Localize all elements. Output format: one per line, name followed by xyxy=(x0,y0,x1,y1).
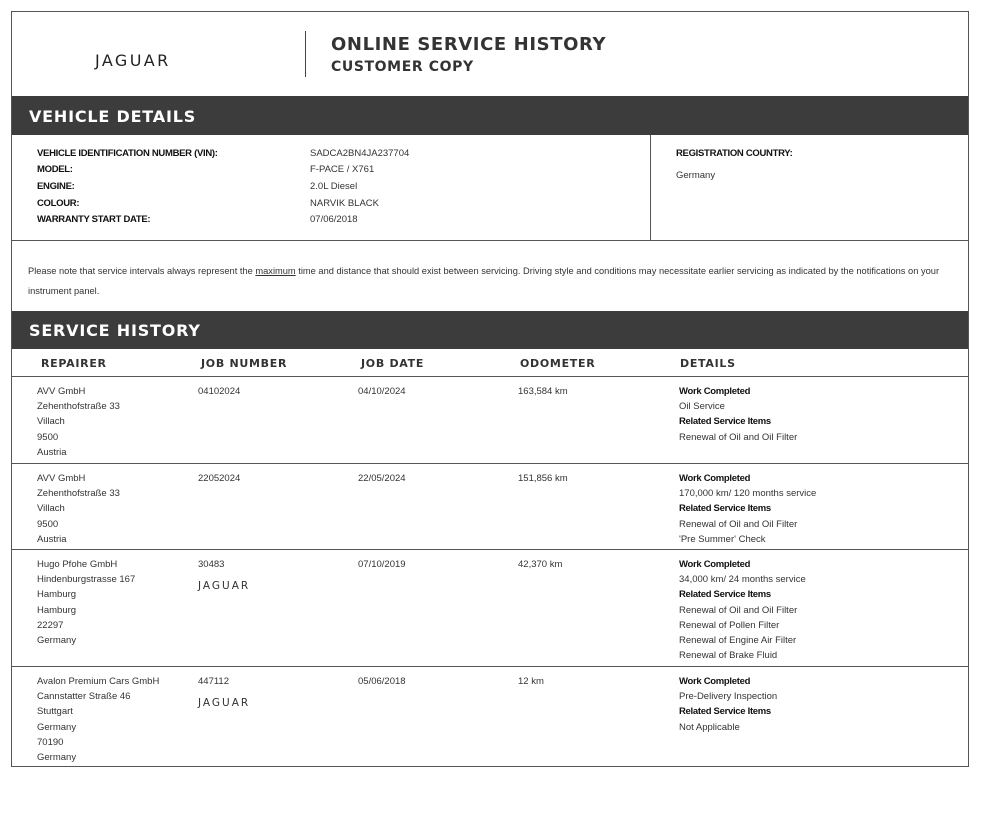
warranty-start-value: 07/06/2018 xyxy=(310,214,358,225)
related-service-item: 'Pre Summer' Check xyxy=(679,533,766,545)
job-number: 447112 xyxy=(198,676,229,687)
vehicle-details-panel xyxy=(12,135,968,241)
service-history-document xyxy=(11,11,969,767)
jaguar-logo: JAGUAR xyxy=(95,51,171,70)
registration-country-value: Germany xyxy=(676,170,716,181)
repairer-address-line: Germany xyxy=(37,752,77,764)
repairer-address-line: 9500 xyxy=(37,518,59,530)
registration-country-label: REGISTRATION COUNTRY: xyxy=(676,148,793,159)
repairer-address-line: 70190 xyxy=(37,736,64,748)
column-header-repairer: REPAIRER xyxy=(41,357,107,370)
vehicle-details-heading: VEHICLE DETAILS xyxy=(12,96,968,135)
work-completed-label: Work Completed xyxy=(679,559,751,570)
repairer-address-line: Austria xyxy=(37,446,67,458)
repairer-address-line: Germany xyxy=(37,721,77,733)
service-history-heading: SERVICE HISTORY xyxy=(12,311,968,349)
vin-value: SADCA2BN4JA237704 xyxy=(310,148,410,159)
repairer-address-line: Hugo Pfohe GmbH xyxy=(37,559,118,570)
document-header xyxy=(12,12,968,96)
repairer-cell xyxy=(37,384,120,460)
table-row xyxy=(12,550,968,667)
column-header-job-number: JOB NUMBER xyxy=(201,357,288,370)
details-cell xyxy=(679,471,816,547)
repairer-address-line: 22297 xyxy=(37,619,64,631)
work-completed-item: 34,000 km/ 24 months service xyxy=(679,574,806,586)
repairer-address-line: Avalon Premium Cars GmbH xyxy=(37,676,160,687)
column-header-details: DETAILS xyxy=(680,357,736,370)
repairer-address-line: Germany xyxy=(37,635,77,647)
related-service-item: Renewal of Oil and Oil Filter xyxy=(679,518,798,530)
odometer-value: 151,856 km xyxy=(518,473,568,484)
job-number: 22052024 xyxy=(198,473,241,484)
related-service-item: Renewal of Oil and Oil Filter xyxy=(679,604,798,616)
related-service-items-label: Related Service Items xyxy=(679,706,771,718)
job-date: 04/10/2024 xyxy=(358,386,406,397)
vin-label: VEHICLE IDENTIFICATION NUMBER (VIN): xyxy=(37,148,218,159)
model-label: MODEL: xyxy=(37,164,73,175)
related-service-items-label: Related Service Items xyxy=(679,503,771,515)
job-number-cell xyxy=(198,674,250,711)
job-number-cell xyxy=(198,557,250,594)
repairer-address-line: AVV GmbH xyxy=(37,386,86,397)
job-number: 04102024 xyxy=(198,386,241,397)
notice-text-start: Please note that service intervals always represent the xyxy=(28,266,256,276)
repairer-address-line: Villach xyxy=(37,416,65,428)
job-date: 07/10/2019 xyxy=(358,559,406,570)
work-completed-label: Work Completed xyxy=(679,473,751,484)
job-number-cell xyxy=(198,471,240,486)
column-header-odometer: ODOMETER xyxy=(520,357,596,370)
table-row xyxy=(12,464,968,550)
repairer-cell xyxy=(37,557,135,648)
colour-value: NARVIK BLACK xyxy=(310,198,379,209)
work-completed-label: Work Completed xyxy=(679,386,751,397)
column-header-job-date: JOB DATE xyxy=(361,357,425,370)
odometer-value: 12 km xyxy=(518,676,544,687)
engine-label: ENGINE: xyxy=(37,181,75,192)
related-service-item: Renewal of Pollen Filter xyxy=(679,619,780,631)
details-cell xyxy=(679,674,777,735)
repairer-address-line: Zehenthofstraße 33 xyxy=(37,401,120,413)
repairer-address-line: Hamburg xyxy=(37,604,77,616)
header-divider xyxy=(305,31,306,77)
document-title: ONLINE SERVICE HISTORY xyxy=(331,34,607,55)
repairer-cell xyxy=(37,471,120,547)
notice-text-end: time and distance that should exist between servicing. Driving style and conditions may necessitate earlier servicing as indicated by the notifications on your instrument panel. xyxy=(28,266,940,296)
document-subtitle: CUSTOMER COPY xyxy=(331,59,474,75)
repairer-address-line: Villach xyxy=(37,503,65,515)
repairer-address-line: AVV GmbH xyxy=(37,473,86,484)
details-cell xyxy=(679,557,806,663)
notice-emphasis: maximum xyxy=(255,266,296,276)
table-row xyxy=(12,377,968,464)
work-completed-item: 170,000 km/ 120 months service xyxy=(679,488,817,500)
related-service-item: Not Applicable xyxy=(679,721,740,733)
odometer-value: 163,584 km xyxy=(518,386,568,397)
repairer-address-line: Cannstatter Straße 46 xyxy=(37,691,131,703)
service-interval-notice xyxy=(28,261,962,301)
repairer-address-line: Zehenthofstraße 33 xyxy=(37,488,120,500)
repairer-address-line: Stuttgart xyxy=(37,706,73,718)
job-number: 30483 xyxy=(198,559,225,570)
repairer-address-line: 9500 xyxy=(37,431,59,443)
jaguar-dealer-logo: JAGUAR xyxy=(198,580,251,593)
work-completed-item: Oil Service xyxy=(679,401,725,413)
job-number-cell xyxy=(198,384,240,399)
details-cell xyxy=(679,384,797,445)
work-completed-label: Work Completed xyxy=(679,676,751,687)
related-service-item: Renewal of Oil and Oil Filter xyxy=(679,431,798,443)
repairer-address-line: Hindenburgstrasse 167 xyxy=(37,574,136,586)
job-date: 22/05/2024 xyxy=(358,473,406,484)
related-service-items-label: Related Service Items xyxy=(679,416,771,428)
warranty-start-label: WARRANTY START DATE: xyxy=(37,214,151,225)
repairer-address-line: Hamburg xyxy=(37,589,77,601)
related-service-items-label: Related Service Items xyxy=(679,589,771,601)
repairer-address-line: Austria xyxy=(37,533,67,545)
table-header xyxy=(12,349,968,377)
vehicle-details-divider xyxy=(650,135,651,240)
engine-value: 2.0L Diesel xyxy=(310,181,358,192)
repairer-cell xyxy=(37,674,159,765)
table-row xyxy=(12,667,968,768)
odometer-value: 42,370 km xyxy=(518,559,563,570)
jaguar-dealer-logo: JAGUAR xyxy=(198,697,251,710)
model-value: F-PACE / X761 xyxy=(310,164,375,175)
work-completed-item: Pre-Delivery Inspection xyxy=(679,691,778,703)
related-service-item: Renewal of Engine Air Filter xyxy=(679,635,797,647)
related-service-item: Renewal of Brake Fluid xyxy=(679,650,778,662)
job-date: 05/06/2018 xyxy=(358,676,406,687)
colour-label: COLOUR: xyxy=(37,198,80,209)
